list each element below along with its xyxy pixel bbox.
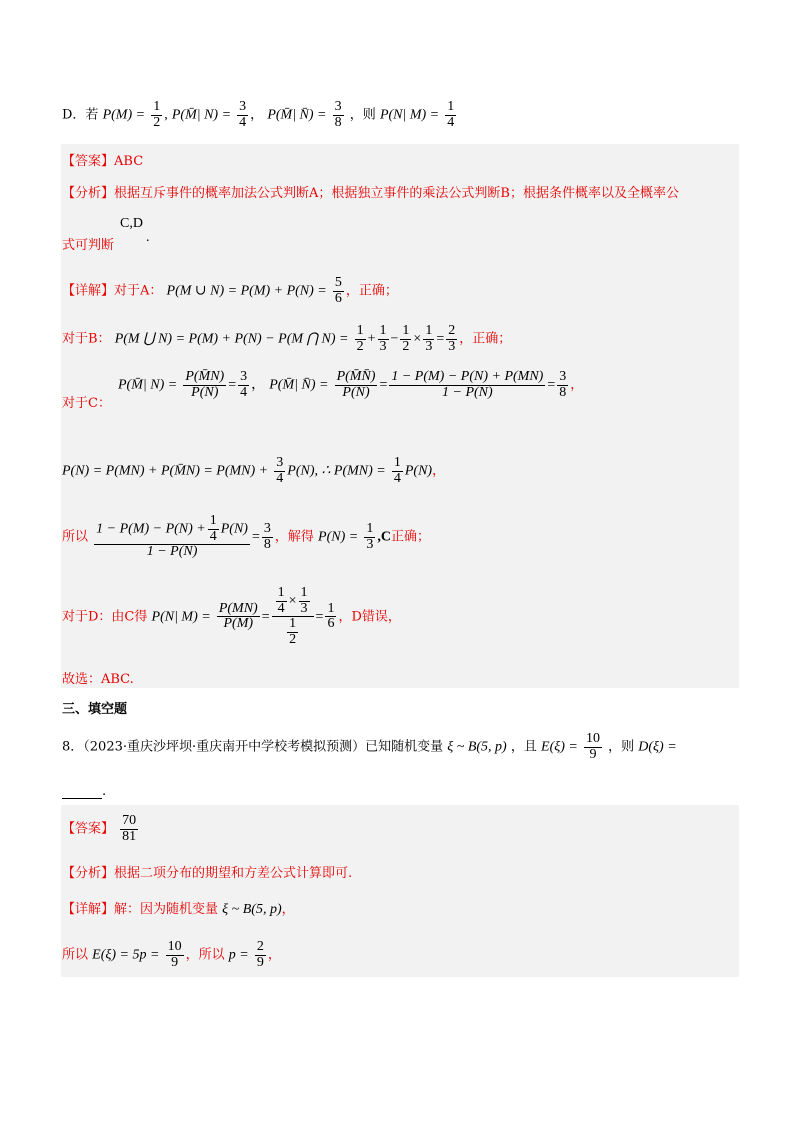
math-p-mbar-n: P(M̄| N) = — [171, 107, 232, 123]
q8-so-line: 所以 E(ξ) = 5p = $\frac{10}{9}$ ，所以 p = $\frac{2}{9}$ ， — [62, 939, 281, 970]
q8-stem: 8．（2023·重庆沙坪坝·重庆南开中学校考模拟预测）已知随机变量 ξ ~ B(5, p) ，且 E(ξ) = $\frac{10}{9}$ ，则 D(ξ) = — [62, 731, 677, 762]
answer-blank — [62, 786, 102, 799]
q7-conclusion: 故选：ABC. — [62, 672, 134, 687]
answer-label: 【答案】 — [62, 154, 115, 169]
q7-answer — [62, 150, 143, 169]
fraction-quarter: $\frac{1}{4}$ — [447, 99, 455, 130]
analysis-text: 根据互斥事件的概率加法公式判断A；根据独立事件的乘法公式判断B；根据条件概率以及全概率公 — [114, 186, 679, 201]
q8-blank-line: . — [62, 784, 106, 799]
detail-label: 【详解】 — [62, 902, 115, 917]
q7-detail-b: 对于B： P(M ⋃ N) = P(M) + P(N) − P(M ⋂ N) = $\frac{1}{2}$ + $\frac{1}{3}$ − $\frac{1}{2}$ × $\frac{1}{3}$ = $\frac{2}{3}$ ，正确； — [62, 323, 512, 354]
answer-fraction: $\frac{70}{81}$ — [122, 813, 137, 844]
option-d-label: D．若 — [62, 107, 99, 123]
q7-analysis-line2: 式可判断 — [62, 238, 115, 253]
q7-analysis-end: . — [146, 230, 150, 245]
q7-so-line: 所以 1 − P(M) − P(N) + $\frac{1}{4}$ P(N) 1 − P(N) = $\frac{3}{8}$ ，解得 P(N) = $\frac{1}{3}$ ,C正确； — [62, 513, 430, 560]
math-p-m: P(M) = — [102, 107, 146, 123]
answer-label: 【答案】 — [62, 821, 115, 837]
q8-detail: 【详解】解：因为随机变量 ξ ~ B(5, p)， — [62, 902, 295, 917]
q7-detail-d: 对于D：由C得 P(N| M) = $\frac{P(MN)}{P(M)}$ = $\frac{1}{4}$ × $\frac{1}{3}$ $\frac{1}{2}$ = $\frac{1}{6}$ ，D错误， — [62, 585, 401, 648]
analysis-text: 根据二项分布的期望和方差公式计算即可. — [114, 866, 353, 881]
detail-label: 【详解】 — [62, 283, 115, 299]
math-p-mbar-nbar: P(M̄| N̄) = — [267, 107, 327, 123]
q8-answer — [62, 814, 140, 844]
option-d-line: D．若 P(M) = $\frac{1}{2}$ , P(M̄| N) = $\frac{3}{4}$ ， P(M̄| N̄) = $\frac{3}{8}$ ，则 P(N| M) = $\frac{1}{4}$ — [62, 99, 455, 130]
q7-analysis-cd: C,D — [120, 216, 143, 231]
q8-analysis — [62, 862, 352, 881]
fraction-three-quarters: $\frac{3}{4}$ — [239, 99, 247, 130]
q7-analysis — [62, 182, 679, 201]
q7-detail-c: P(M̄| N) = $\frac{P(M̄N)}{P(N)}$ = $\frac{3}{4}$ ， P(M̄| N̄) = $\frac{P(M̄N̄)}{P(N̄)}$ = $\frac{1 - P(M) - P(N) + P(MN)}{1 - P(N)}$ = $\frac{3}{8}$ ， — [118, 369, 584, 400]
analysis-label: 【分析】 — [62, 186, 115, 201]
fraction-half: $\frac{1}{2}$ — [153, 99, 161, 130]
analysis-label: 【分析】 — [62, 866, 115, 881]
section-title: 三、填空题 — [62, 702, 128, 717]
q7-pn-line: P(N) = P(MN) + P(M̄N) = P(MN) + $\frac{3}{4}$ P(N), ∴ P(MN) = $\frac{1}{4}$ P(N)， — [62, 455, 446, 486]
math-p-n-m: P(N| M) = — [379, 107, 440, 123]
answer-value: ABC — [114, 154, 144, 169]
q7-detail-a: 【详解】对于A： P(M ∪ N) = P(M) + P(N) = $\frac{5}{6}$ ，正确； — [62, 275, 398, 306]
fraction-three-eighths: $\frac{3}{8}$ — [334, 99, 342, 130]
q7-detail-c-prefix: 对于C： — [62, 396, 111, 411]
